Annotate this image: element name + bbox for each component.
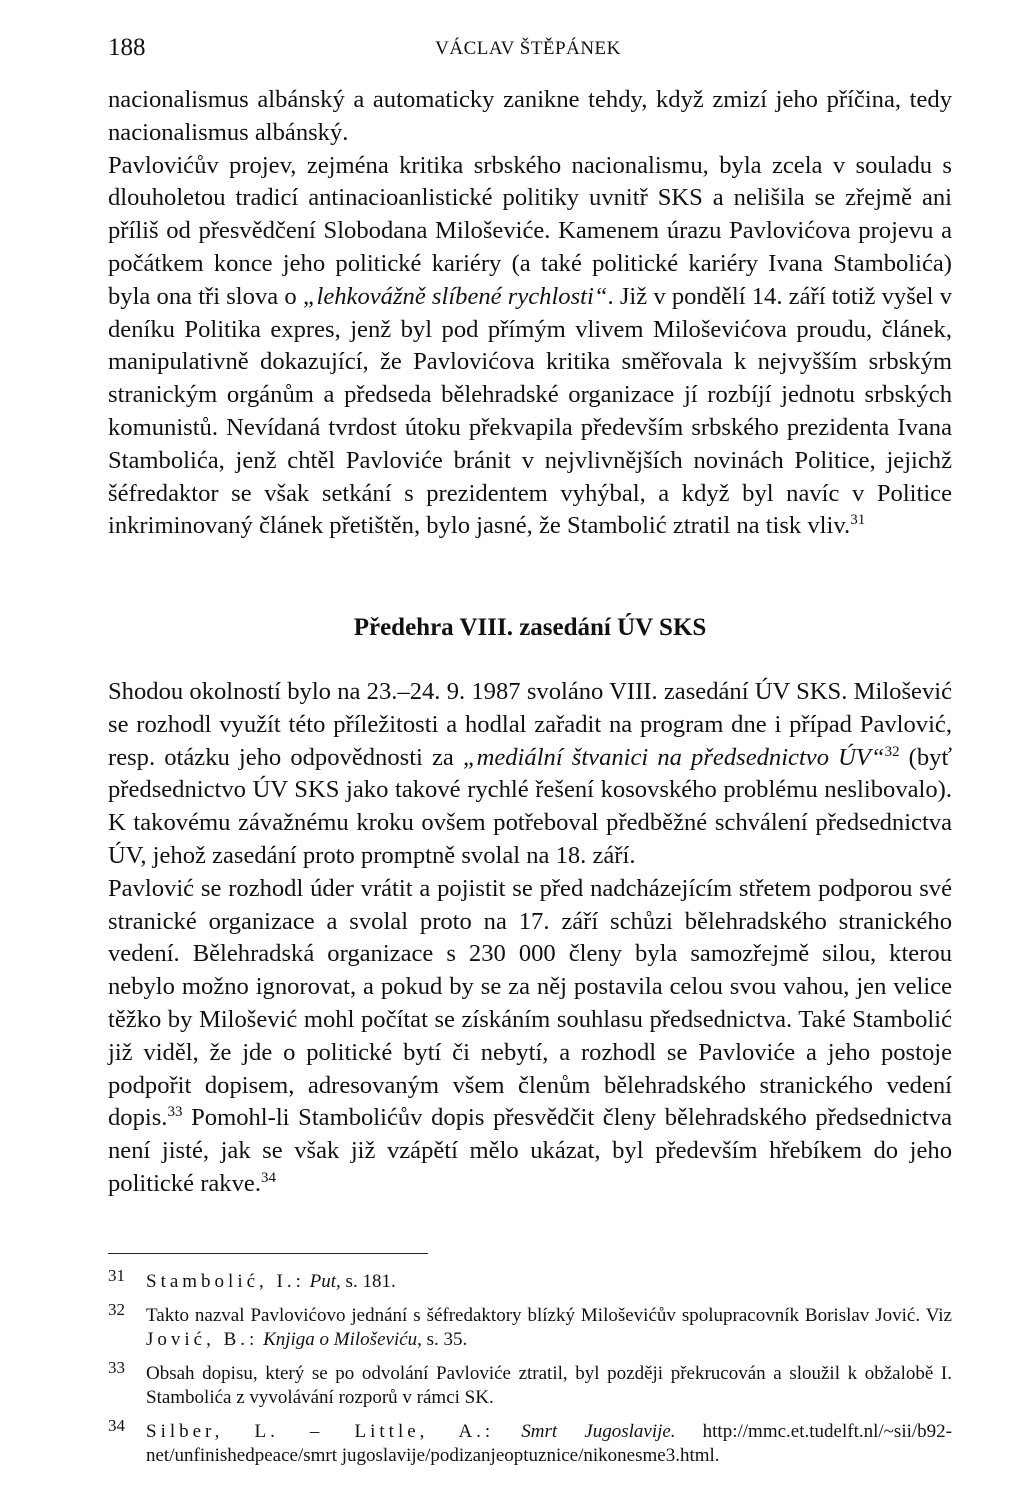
- paragraph-3-quote: „mediální štvanici na předsednictvo ÚV“: [462, 743, 885, 771]
- paragraph-1-text: nacionalismus albánský a automaticky zanikne tehdy, když zmizí jeho příčina, tedy nacionalismus albánský.: [108, 86, 952, 146]
- paragraph-2-quote: „lehkovážně slíbené rychlosti“: [302, 282, 608, 310]
- paragraph-1: [108, 84, 952, 150]
- footnote-title: Put: [309, 1271, 337, 1292]
- footnote-ref-33: 33: [167, 1104, 183, 1121]
- footnote-author: Stambolić, I.:: [146, 1271, 305, 1292]
- footnote-rest: http://mmc.et.tudelft.nl/~sii/b92-net/unfinishedpeace/smrt jugoslavije/podizanjeoptuznice/nikonesme3.html.: [146, 1420, 952, 1466]
- footnote-33: [108, 1357, 952, 1411]
- paragraph-4: [108, 873, 952, 1201]
- paragraph-3: [108, 676, 952, 873]
- footnote-rest: , s. 181.: [336, 1271, 396, 1292]
- footnote-text: Takto nazval Pavlovićovo jednání s šéfredaktory blízký Miloševićův spolupracovník Borislav Jović. Viz: [146, 1304, 952, 1326]
- footnote-ref-31: 31: [850, 512, 866, 529]
- footnote-number: 32: [108, 1299, 125, 1319]
- footnote-34: [108, 1415, 952, 1469]
- footnote-title: Knjiga o Miloševiću: [263, 1329, 418, 1350]
- page-header: [108, 34, 948, 64]
- footnote-number: 31: [108, 1266, 125, 1285]
- footnote-rest: , s. 35.: [417, 1329, 468, 1350]
- paragraph-2-text-a: Pavlovićův projev, zejména kritika srbského nacionalismu, byla zcela v souladu s dlouholetou tradicí antinacioanlistické politiky uvnitř SKS a nelišila se zřejmě ani příliš od přesvědčení Slobodana Miloševiće. Kamenem úrazu Pavlovićova projevu a počátkem konce jeho politické kariéry (a také politické kariéry Ivana Stambolića) byla ona tři slova o: [108, 151, 952, 310]
- footnote-31: [108, 1266, 952, 1295]
- paragraph-3-text-b: (byť předsednictvo ÚV SKS jako takové rychlé řešení kosovského problému neslibovalo). K takovému závažnému kroku ovšem potřeboval předběžné schválení předsednictva ÚV, jehož zasedání proto promptně svolal na 18. září.: [108, 743, 952, 869]
- footnote-ref-34: 34: [260, 1169, 276, 1186]
- footnote-number: 34: [108, 1415, 125, 1435]
- body-text-block-1: [108, 84, 952, 543]
- paragraph-2-text-b: . Již v pondělí 14. září totiž vyšel v deníku Politika expres, jenž byl pod přímým vlivem Miloševićova proudu, článek, manipulativně dokazující, že Pavlovićova kritika směřovala k nejvyšším srbským stranickým orgánům a předseda bělehradské organizace jí rozbíjí jednotu srbských komunistů. Nevídaná tvrdost útoku překvapila především srbského prezidenta Ivana Stambolića, jenž chtěl Pavloviće bránit v nejvlivnějších novinách Politice, jejichž šéfredaktor se však setkání s prezidentem vyhýbal, a když byl navíc v Politice inkriminovaný článek přetištěn, bylo jasné, že Stambolić ztratil na tisk vliv.: [108, 282, 952, 540]
- footnote-ref-32: 32: [884, 743, 900, 760]
- footnote-divider: [108, 1253, 428, 1254]
- footnote-32: [108, 1299, 952, 1353]
- running-head: VÁCLAV ŠTĚPÁNEK: [435, 38, 621, 59]
- footnotes: [108, 1266, 952, 1478]
- footnote-title: Smrt Jugoslavije.: [521, 1420, 676, 1442]
- paragraph-2: [108, 150, 952, 544]
- body-text-block-2: [108, 676, 952, 1201]
- page-number: 188: [108, 34, 146, 61]
- footnote-number: 33: [108, 1357, 125, 1377]
- paragraph-3-text-a: Shodou okolností bylo na 23.–24. 9. 1987 svoláno VIII. zasedání ÚV SKS. Milošević se rozhodl využít této příležitosti a hodlal zařadit na program dne i případ Pavlović, resp. otázku jeho odpovědnosti za: [108, 678, 952, 771]
- paragraph-4-text-b: Pomohl-li Stambolićův dopis přesvědčit členy bělehradského předsednictva není jisté, jak se však již vzápětí mělo ukázat, byl především hřebíkem do jeho politické rakve.: [108, 1104, 952, 1197]
- footnote-author: Silber, L. – Little, A.:: [146, 1420, 495, 1442]
- paragraph-4-text-a: Pavlović se rozhodl úder vrátit a pojistit se před nadcházejícím střetem podporou své stranické organizace a svolal proto na 17. září schůzi bělehradského stranického vedení. Bělehradská organizace s 230 000 členy byla samozřejmě silou, kterou nebylo možno ignorovat, a pokud by se za něj postavila celou svou vahou, jen velice těžko by Milošević mohl počítat se získáním souhlasu předsednictva. Také Stambolić již viděl, že jde o politické bytí či nebytí, a rozhodl se Pavloviće a jeho postoje podpořit dopisem, adresovaným všem členům bělehradského stranického vedení dopis.: [108, 874, 952, 1132]
- footnote-author: Jović, B.:: [146, 1329, 259, 1350]
- footnote-text: Obsah dopisu, který se po odvolání Pavloviće ztratil, byl později překrucován a sloužil k obžalobě I. Stambolića z vyvolávání rozporů v rámci SK.: [146, 1362, 952, 1408]
- section-heading: Předehra VIII. zasedání ÚV SKS: [353, 614, 707, 641]
